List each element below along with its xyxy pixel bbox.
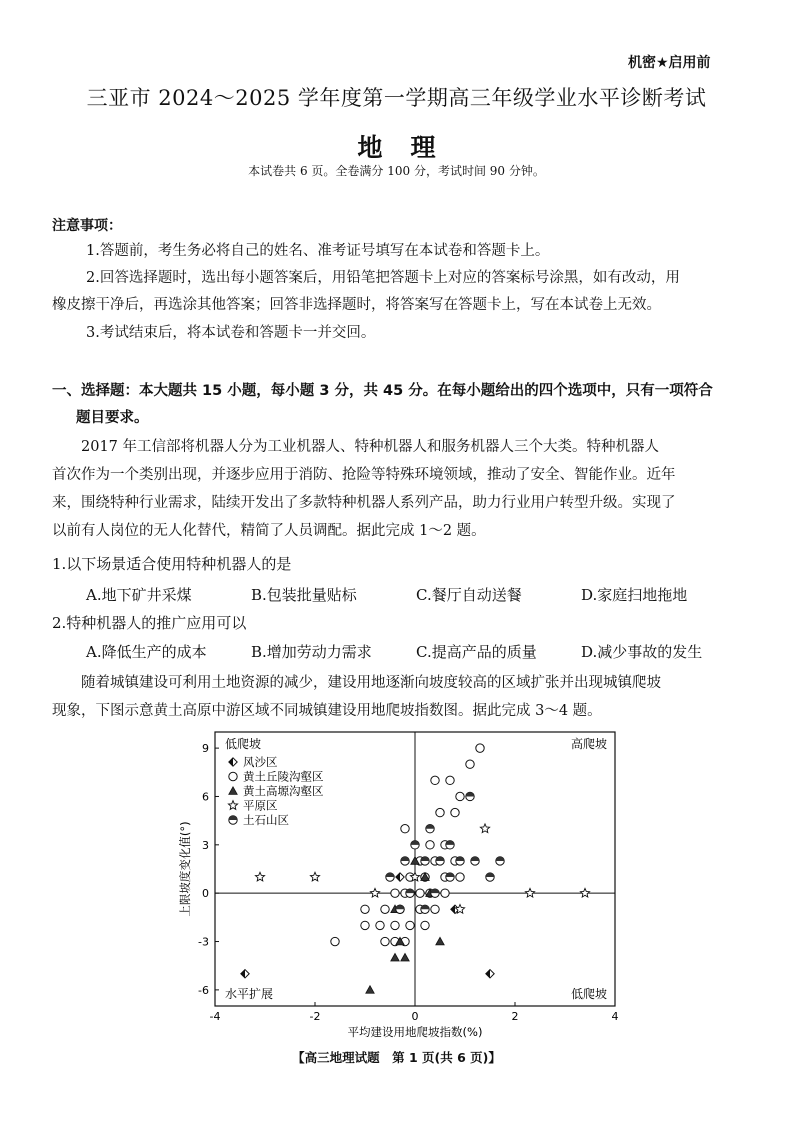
data-point-triangle — [401, 953, 409, 961]
context-2-line-1: 随着城镇建设可利用土地资源的减少，建设用地逐渐向坡度较高的区域扩张并出现城镇爬坡 — [52, 675, 661, 691]
data-point-half-circle — [411, 841, 419, 849]
x-tick-label: 4 — [611, 1010, 619, 1023]
data-point-circle — [381, 905, 389, 913]
notice-item-2: 2.回答选择题时，选出每小题答案后，用铅笔把答题卡上对应的答案标号涂黑，如有改动，用 — [86, 270, 680, 286]
x-tick-label: -4 — [209, 1010, 221, 1023]
legend-label: 风沙区 — [243, 755, 278, 769]
legend-label: 黄土高塬沟壑区 — [243, 784, 324, 798]
data-point-circle — [451, 808, 459, 816]
quadrant-label: 低爬坡 — [570, 987, 607, 1001]
data-point-half-circle — [446, 873, 454, 881]
data-point-circle — [456, 873, 464, 881]
data-point-half-circle — [486, 873, 494, 881]
question-2-options — [86, 641, 746, 662]
option-d: D.减少事故的发生 — [581, 643, 703, 661]
y-tick-label: 9 — [202, 742, 209, 756]
data-point-circle — [426, 841, 434, 849]
y-tick-label: -6 — [198, 983, 209, 997]
legend-label: 黄土丘陵沟壑区 — [243, 769, 324, 784]
data-point-triangle — [366, 986, 374, 994]
data-point-half-circle — [421, 857, 429, 865]
data-point-circle — [361, 905, 369, 913]
data-point-circle — [436, 808, 444, 816]
quadrant-label: 水平扩展 — [225, 987, 274, 1001]
option-c: C.餐厅自动送餐 — [416, 586, 522, 604]
data-point-half-circle — [436, 857, 444, 865]
data-point-half-circle — [401, 857, 409, 865]
data-point-star — [310, 872, 319, 881]
legend-marker-half-circle — [229, 816, 237, 824]
data-point-half-circle — [426, 825, 434, 833]
legend-marker-half-diamond — [229, 758, 237, 766]
exam-info: 本试卷共 6 页。全卷满分 100 分，考试时间 90 分钟。 — [248, 164, 545, 178]
data-point-half-circle — [471, 857, 479, 865]
quadrant-label: 高爬坡 — [570, 737, 607, 751]
question-2-stem: 2.特种机器人的推广应用可以 — [52, 614, 247, 632]
data-point-circle — [381, 937, 389, 945]
option-a: A.地下矿井采煤 — [86, 586, 192, 604]
data-point-circle — [456, 792, 464, 800]
data-point-half-circle — [406, 889, 414, 897]
data-point-half-circle — [466, 792, 474, 800]
data-point-half-circle — [386, 873, 394, 881]
notice-item-2-cont: 橡皮擦干净后，再选涂其他答案；回答非选择题时，将答案写在答题卡上，写在本试卷上无效。 — [52, 297, 661, 313]
context-1-line-1: 2017 年工信部将机器人分为工业机器人、特种机器人和服务机器人三个大类。特种机器人 — [52, 439, 660, 455]
data-point-circle — [376, 921, 384, 929]
section-heading-cont: 题目要求。 — [76, 410, 149, 426]
data-point-circle — [431, 905, 439, 913]
y-tick-label: -3 — [198, 935, 209, 949]
data-point-circle — [441, 889, 449, 897]
context-1-line-4: 以前有人岗位的无人化替代，精简了人员调配。据此完成 1～2 题。 — [52, 523, 486, 539]
page-footer: 【高三地理试题 第 1 页(共 6 页)】 — [292, 1050, 501, 1065]
data-point-triangle — [436, 937, 444, 945]
data-point-half-diamond — [396, 873, 404, 881]
data-point-star — [255, 872, 264, 881]
data-point-circle — [361, 921, 369, 929]
data-point-circle — [466, 760, 474, 768]
subject-title: 地理 — [357, 133, 464, 162]
question-1-stem: 1.以下场景适合使用特种机器人的是 — [52, 555, 292, 573]
data-point-half-circle — [421, 905, 429, 913]
scatter-chart — [175, 726, 635, 1042]
data-point-half-circle — [496, 857, 504, 865]
x-tick-label: 2 — [511, 1010, 519, 1023]
data-point-circle — [406, 921, 414, 929]
option-c: C.提高产品的质量 — [416, 643, 537, 661]
data-point-circle — [401, 825, 409, 833]
x-tick-label: 0 — [411, 1010, 419, 1023]
data-point-circle — [421, 921, 429, 929]
data-point-circle — [431, 776, 439, 784]
context-1-line-3: 来，围绕特种行业需求，陆续开发出了多款特种机器人系列产品，助力行业用户转型升级。实现了 — [52, 495, 676, 511]
data-point-star — [370, 888, 379, 897]
data-point-circle — [391, 921, 399, 929]
confidential-mark: 机密★启用前 — [628, 55, 711, 71]
data-point-circle — [391, 889, 399, 897]
option-b: B.增加劳动力需求 — [251, 643, 372, 661]
quadrant-label: 低爬坡 — [225, 737, 262, 751]
data-point-star — [525, 888, 534, 897]
notice-item-1: 1.答题前，考生务必将自己的姓名、准考证号填写在本试卷和答题卡上。 — [86, 243, 550, 259]
context-2-line-2: 现象，下图示意黄土高原中游区域不同城镇建设用地爬坡指数图。据此完成 3～4 题。 — [52, 703, 602, 719]
legend-marker-star — [228, 801, 237, 810]
data-point-circle — [331, 937, 339, 945]
option-b: B.包装批量贴标 — [251, 586, 357, 604]
y-tick-label: 3 — [202, 838, 209, 852]
exam-title: 三亚市 2024～2025 学年度第一学期高三年级学业水平诊断考试 — [86, 86, 707, 110]
x-tick-label: -2 — [309, 1010, 321, 1023]
x-axis-label: 平均建设用地爬坡指数(%) — [347, 1025, 483, 1039]
option-d: D.家庭扫地拖地 — [581, 586, 688, 604]
data-point-star — [480, 824, 489, 833]
data-point-half-circle — [446, 841, 454, 849]
data-point-half-diamond — [486, 970, 494, 978]
section-heading: 一、选择题：本大题共 15 小题，每小题 3 分，共 45 分。在每小题给出的四个选项中，只有一项符合 — [52, 383, 713, 399]
context-1-line-2: 首次作为一个类别出现，并逐步应用于消防、抢险等特殊环境领域，推动了安全、智能作业。近年 — [52, 467, 676, 483]
data-point-half-circle — [396, 905, 404, 913]
data-point-half-circle — [456, 857, 464, 865]
option-a: A.降低生产的成本 — [86, 643, 207, 661]
data-point-circle — [446, 776, 454, 784]
data-point-half-diamond — [241, 970, 249, 978]
data-point-circle — [416, 889, 424, 897]
legend-label: 平原区 — [243, 798, 278, 813]
data-point-star — [580, 888, 589, 897]
data-point-circle — [476, 744, 484, 752]
y-tick-label: 6 — [202, 790, 209, 804]
legend-label: 土石山区 — [243, 813, 289, 827]
question-1-options — [86, 584, 746, 605]
legend-marker-circle — [229, 772, 237, 780]
data-point-half-circle — [431, 889, 439, 897]
y-tick-label: 0 — [202, 887, 209, 901]
legend-marker-triangle — [229, 787, 237, 795]
notice-heading: 注意事项： — [52, 218, 122, 234]
notice-item-3: 3.考试结束后，将本试卷和答题卡一并交回。 — [86, 325, 376, 341]
y-axis-label: 上限坡度变化值(°) — [178, 821, 192, 917]
data-point-triangle — [391, 953, 399, 961]
